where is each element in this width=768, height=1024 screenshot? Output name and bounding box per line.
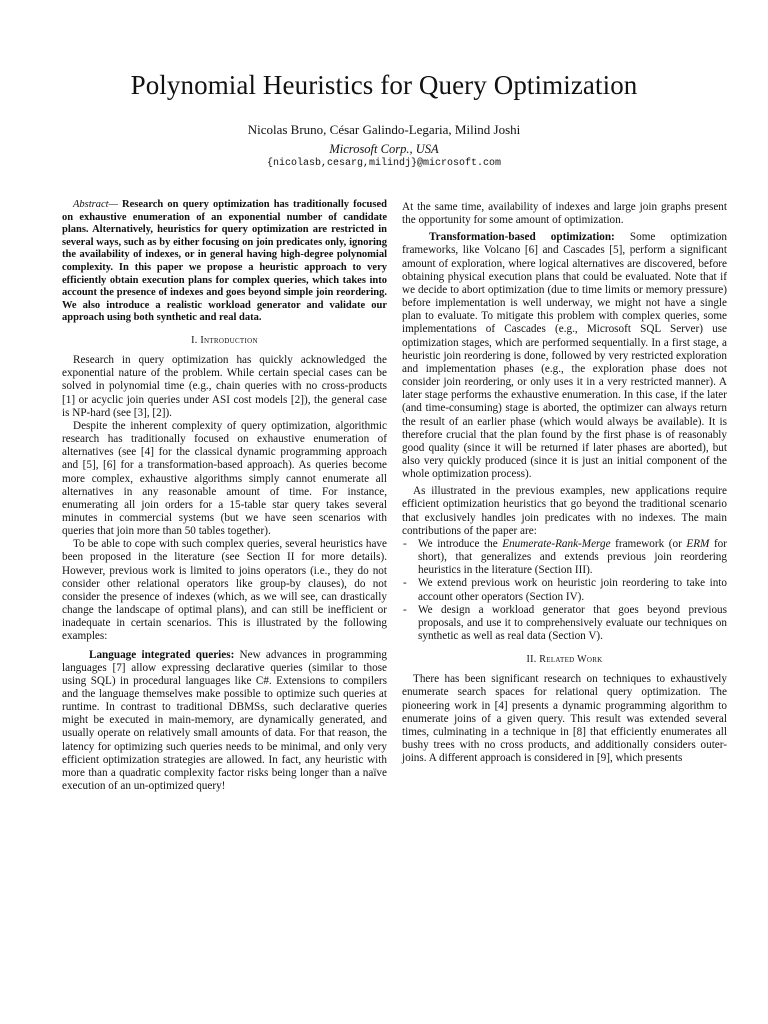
intro-paragraph-5: At the same time, availability of indexes and large join graphs present the opportunity for some amount of optimization. bbox=[402, 201, 727, 227]
section-heading-related-work: II. Related Work bbox=[526, 654, 603, 666]
intro-paragraph-6 bbox=[402, 231, 727, 481]
run-in-heading-language-integrated: Language integrated queries: bbox=[89, 648, 235, 661]
abstract bbox=[62, 199, 387, 325]
author-email: {nicolasb,cesarg,milindj}@microsoft.com bbox=[266, 158, 502, 169]
intro-paragraph-4 bbox=[62, 649, 387, 794]
contribution-1-text-c: for short), that generalizes and extends previous join reordering heuristics in the literature (Section III). bbox=[418, 537, 728, 577]
contribution-1-text-a: We introduce the bbox=[418, 537, 503, 550]
left-column bbox=[62, 199, 387, 793]
list-dash: - bbox=[403, 537, 407, 550]
contribution-item bbox=[402, 604, 727, 643]
run-in-heading-transformation: Transformation-based optimization: bbox=[429, 231, 615, 244]
intro-paragraph-4-text: New advances in programming languages [7] allow expressing declarative queries (similar to those using SQL) in procedural languages like C#. Extensions to compilers and the language themselves make possible to optimize such queries at runtime. In contrast to traditional DBMSs, such declarative queries might be executed in main-memory, are dynamically generated, and usually operate on relatively small amounts of data. For that reason, the latency for optimizing such queries needs to be minimal, and only very efficient optimization strategies are allowed. In fact, any heuristic with more than a quadratic complexity factor risks being longer than a naïve execution of an un-optimized query! bbox=[62, 648, 387, 793]
paper-title: Polynomial Heuristics for Query Optimization bbox=[130, 70, 638, 100]
abstract-text: Research on query optimization has traditionally focused on exhaustive enumeration of an exponential number of candidate plans. Alternatively, heuristics for query optimization are restricted in several ways, such as by either focusing on join predicates only, ignoring the availability of indexes, or in general having high-degree polynomial complexity. In this paper we propose a heuristic approach to very efficiently obtain execution plans for complex queries, which takes into account the presence of indexes and goes beyond simple join reordering. We also introduce a realistic workload generator and validate our approach using both synthetic and real data. bbox=[62, 199, 387, 324]
framework-abbrev: ERM bbox=[686, 537, 710, 550]
author-list: Nicolas Bruno, César Galindo-Legaria, Milind Joshi bbox=[247, 122, 521, 137]
affiliation: Microsoft Corp., USA bbox=[329, 142, 439, 156]
contribution-1-text-b: framework (or bbox=[610, 537, 687, 550]
intro-paragraph-1: Research in query optimization has quickly acknowledged the exponential nature of the problem. While certain special cases can be solved in polynomial time (e.g., chain queries with no cross-products [1] or acyclic join queries under ASI cost models [2]), the general case is NP-hard (see [3], [2]). bbox=[62, 354, 387, 419]
list-dash: - bbox=[403, 577, 407, 590]
intro-paragraph-6-text: Some optimization frameworks, like Volcano [6] and Cascades [5], perform a significant amount of exploration, where logical alternatives are discovered, before obtaining physical execution plans that could be evaluated. Note that if we decide to abort optimization (due to time limits or memory pressure) before implementation is well underway, we might not have a single plan to evaluate. To mitigate this problem with complex queries, some implementations of Cascades (e.g., Microsoft SQL Server) use optimization stages, which are performed sequentially. In a first stage, a heuristic join reordering is done, followed by very restricted exploration and implementation phases (e.g., the exploration phase does not consider join reordering, or only uses it in a very restricted manner). A later stage performs the exhaustive enumeration. In this case, if the later (and time-consuming) stage is aborted, the optimizer can always return the result of an earlier phase (which would always be available). It is therefore crucial that the plan found by the first phase is of reasonably good quality (since it will be returned if later phases are aborted), but also very quickly produced (since it is just an initial component of the whole optimization process). bbox=[402, 231, 727, 481]
contribution-2-text: We extend previous work on heuristic join reordering to take into account other operators (Section IV). bbox=[418, 577, 727, 603]
intro-paragraph-2: Despite the inherent complexity of query optimization, algorithmic research has traditionally focused on exhaustive enumeration of alternatives (see [4] for the classical dynamic programming approach and [5], [6] for a transformation-based approach). As queries become more complex, exhaustive algorithms simply cannot enumerate all alternatives in any reasonable amount of time. For instance, enumerating all join orders for a 15-table star query takes several minutes in commercial systems (but we have seen scenarios with queries that join more than 50 tables together). bbox=[62, 419, 387, 538]
right-column bbox=[402, 201, 727, 765]
list-dash: - bbox=[403, 603, 407, 616]
section-heading-introduction: I. Introduction bbox=[191, 334, 258, 346]
contribution-item bbox=[402, 577, 727, 603]
abstract-label: Abstract— bbox=[73, 199, 118, 210]
intro-paragraph-7: As illustrated in the previous examples, new applications require efficient optimization heuristics that go beyond the traditional scenario that exclusively handles join predicates with no indexes. The main contributions of the paper are: bbox=[402, 485, 727, 537]
contribution-item bbox=[402, 538, 727, 577]
contribution-3-text: We design a workload generator that goes beyond previous proposals, and use it to comprehensively evaluate our techniques on synthetic as well as real data (Section V). bbox=[418, 603, 727, 642]
related-work-paragraph-1: There has been significant research on techniques to exhaustively enumerate search spaces for relational query optimization. The pioneering work in [4] presents a dynamic programming algorithm to enumerate joins of a given query. This result was extended several times, culminating in a technique in [8] that efficiently enumerates all bushy trees with no cross products, and additionally considers outer-joins. A different approach is considered in [9], which presents bbox=[402, 673, 727, 765]
contributions-list bbox=[402, 538, 727, 643]
intro-paragraph-3: To be able to cope with such complex queries, several heuristics have been proposed in the literature (see Section II for more details). However, previous work is limited to joins operators (i.e., they do not consider other relational operators like group-by clauses), do not consider the presence of indexes (which, as we will see, can drastically change the landscape of optimal plans), and can still be inefficient or inadequate in certain scenarios. This is illustrated by the following examples: bbox=[62, 538, 387, 643]
framework-name: Enumerate-Rank-Merge bbox=[502, 537, 611, 550]
